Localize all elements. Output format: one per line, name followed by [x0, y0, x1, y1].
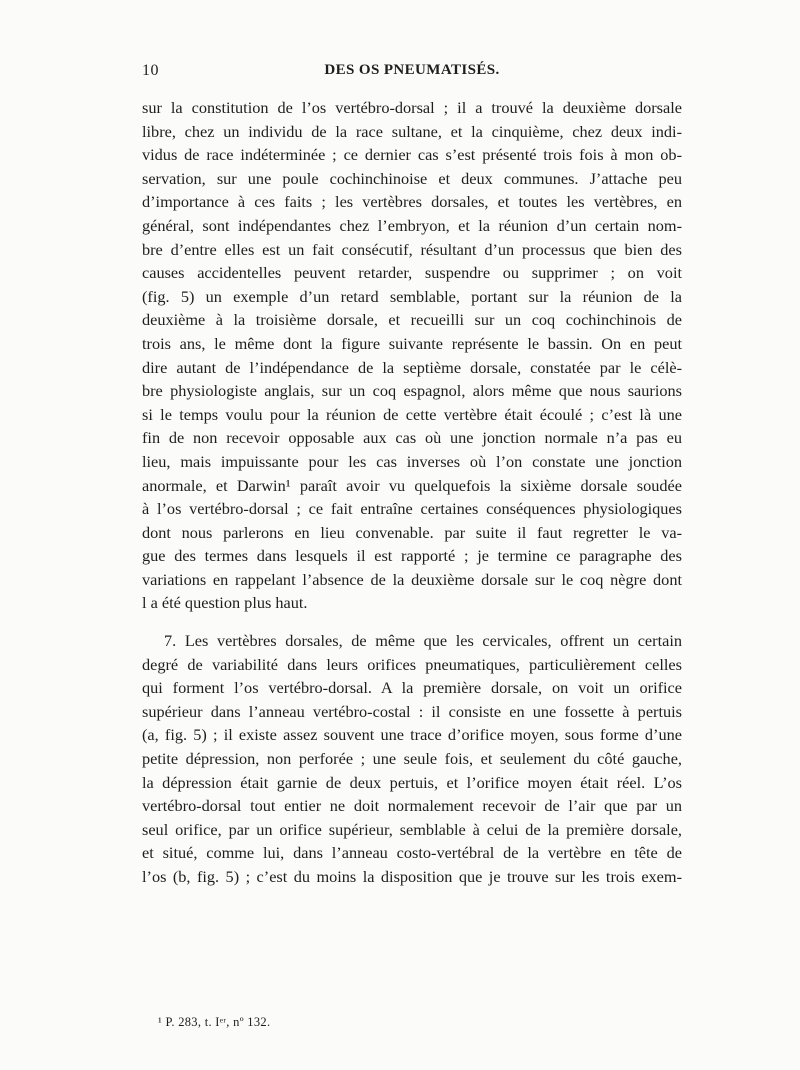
text-line: lieu, mais impuissante pour les cas inverses où l’on constate une jonction — [142, 451, 682, 471]
text-line: et situé, comme lui, dans l’anneau costo-vertébral de la vertèbre en tête de — [142, 843, 682, 863]
text-line: d’importance à ces faits ; les vertèbres dorsales, et toutes les vertèbres, en — [142, 192, 682, 212]
text-line: fin de non recevoir opposable aux cas où une jonction normale n’a pas eu — [142, 428, 682, 448]
running-title: DES OS PNEUMATISÉS. — [324, 62, 500, 78]
running-head — [142, 62, 682, 84]
text-line: vertébro-dorsal tout entier ne doit normalement recevoir de l’air que par un — [142, 796, 682, 816]
text-line: bre physiologiste anglais, sur un coq espagnol, alors même que nous saurions — [142, 381, 682, 401]
text-line: l a été question plus haut. — [142, 593, 308, 613]
text-line: l’os (b, fig. 5) ; c’est du moins la disposition que je trouve sur les trois exem- — [142, 867, 682, 886]
footnote: ¹ P. 283, t. Iᵉʳ, nº 132. — [158, 1015, 271, 1029]
paragraph-2 — [142, 629, 682, 889]
text-line: gue des termes dans lesquels il est rapporté ; je termine ce paragraphe des — [142, 546, 682, 566]
text-line: bre d’entre elles est un fait consécutif, résultant d’un processus que bien des — [142, 239, 682, 259]
text-line: à l’os vertébro-dorsal ; ce fait entraîne certaines conséquences physiologiques — [142, 499, 682, 519]
paragraph-1 — [142, 96, 682, 615]
text-line: 7. Les vertèbres dorsales, de même que les cervicales, offrent un certain — [164, 631, 682, 651]
text-line: causes accidentelles peuvent retarder, suspendre ou supprimer ; on voit — [142, 263, 682, 283]
text-line: seul orifice, par un orifice supérieur, semblable à celui de la première dorsale, — [142, 819, 682, 839]
text-line: trois ans, le même dont la figure suivante représente le bassin. On en peut — [142, 333, 682, 353]
text-line: supérieur dans l’anneau vertébro-costal : il consiste en une fossette à pertuis — [142, 701, 682, 721]
text-line: variations en rappelant l’absence de la deuxième dorsale sur le coq nègre dont — [142, 569, 682, 589]
text-line: dire autant de l’indépendance de la septième dorsale, constatée par le célè- — [142, 357, 682, 377]
text-line: libre, chez un individu de la race sultane, et la cinquième, chez deux indi- — [142, 121, 682, 141]
text-line: la dépression était garnie de deux pertuis, et l’orifice moyen était réel. L’os — [142, 772, 682, 792]
text-line: anormale, et Darwin¹ paraît avoir vu quelquefois la sixième dorsale soudée — [142, 475, 682, 495]
text-line: petite dépression, non perforée ; une seule fois, et seulement du côté gauche, — [142, 749, 682, 769]
text-line: vidus de race indéterminée ; ce dernier cas s’est présenté trois fois à mon ob- — [142, 145, 682, 165]
paragraph-gap — [142, 615, 682, 629]
page-number: 10 — [142, 62, 159, 79]
text-line: qui forment l’os vertébro-dorsal. A la première dorsale, on voit un orifice — [142, 678, 682, 698]
text-line: dont nous parlerons en lieu convenable. par suite il faut regretter le va- — [142, 522, 682, 542]
text-line: deuxième à la troisième dorsale, et recueilli sur un coq cochinchinois de — [142, 310, 682, 330]
text-line: (fig. 5) un exemple d’un retard semblable, portant sur la réunion de la — [142, 286, 682, 306]
text-line: si le temps voulu pour la réunion de cette vertèbre était écoulé ; c’est là une — [142, 404, 682, 424]
body-text — [142, 96, 682, 889]
text-line: servation, sur une poule cochinchinoise et deux communes. J’attache peu — [142, 168, 682, 188]
text-line: sur la constitution de l’os vertébro-dorsal ; il a trouvé la deuxième dorsale — [142, 98, 682, 117]
text-line: (a, fig. 5) ; il existe assez souvent une trace d’orifice moyen, sous forme d’une — [142, 725, 682, 745]
text-line: général, sont indépendantes chez l’embryon, et la réunion d’un certain nom- — [142, 215, 682, 235]
text-line: degré de variabilité dans leurs orifices pneumatiques, particulièrement celles — [142, 654, 682, 674]
